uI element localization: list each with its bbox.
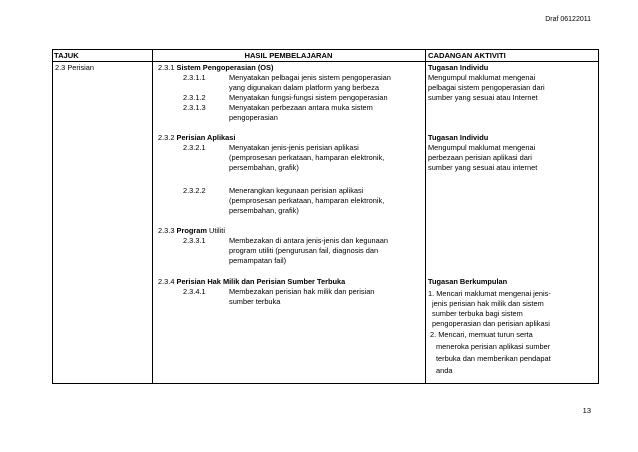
tajuk-cell: 2.3 Perisian <box>55 63 95 72</box>
activity-text: jenis perisian hak milik dan sistem <box>432 299 544 308</box>
header-divider <box>52 61 599 62</box>
item-text: sumber terbuka <box>229 297 281 306</box>
item-text: Membezakan di antara jenis-jenis dan kegunaan <box>229 236 388 245</box>
draft-label: Draf 06122011 <box>545 16 591 23</box>
section-title: Program <box>176 226 207 235</box>
section-2-3-3-heading <box>158 226 225 236</box>
activity-text: Mengumpul maklumat mengenai <box>428 73 536 82</box>
item-text: persembahan, grafik) <box>229 163 299 172</box>
item-number: 2.3.1.3 <box>183 103 206 112</box>
activity-title: Tugasan Berkumpulan <box>428 277 508 286</box>
section-title-rest: Utiliti <box>208 226 225 235</box>
section-2-3-4-heading <box>158 277 345 287</box>
item-text: (pemprosesan perkataan, hamparan elektronik, <box>229 153 385 162</box>
item-number: 2.3.4.1 <box>183 287 206 296</box>
item-text: (pemprosesan perkataan, hamparan elektronik, <box>229 196 385 205</box>
item-number: 2.3.1.2 <box>183 93 206 102</box>
section-title: Perisian Aplikasi <box>176 133 236 142</box>
item-text: persembahan, grafik) <box>229 206 299 215</box>
table-border-right <box>598 49 599 384</box>
table-border-bottom <box>52 383 599 384</box>
item-number: 2.3.3.1 <box>183 236 206 245</box>
item-number: 2.3.2.2 <box>183 186 206 195</box>
header-cadangan-aktiviti: CADANGAN AKTIVITI <box>428 51 506 60</box>
item-number: 2.3.1.1 <box>183 73 206 82</box>
activity-title: Tugasan Individu <box>428 133 489 142</box>
activity-text: sumber terbuka bagi sistem <box>432 309 523 318</box>
activity-text: terbuka dan memberikan pendapat <box>436 354 551 363</box>
activity-text: perbezaan perisian aplikasi dari <box>428 153 532 162</box>
activity-title: Tugasan Individu <box>428 63 489 72</box>
item-text: Menyatakan pelbagai jenis sistem pengoperasian <box>229 73 391 82</box>
item-text: Menyatakan perbezaan antara muka sistem <box>229 103 373 112</box>
item-text: Menyatakan jenis-jenis perisian aplikasi <box>229 143 359 152</box>
section-number: 2.3.3 <box>158 226 175 235</box>
table-border-left <box>52 49 53 384</box>
column-divider-1 <box>152 49 153 384</box>
item-number: 2.3.2.1 <box>183 143 206 152</box>
section-number: 2.3.1 <box>158 63 175 72</box>
section-2-3-2-heading <box>158 133 235 143</box>
table-border-top <box>52 49 599 50</box>
section-title: Sistem Pengoperasian (OS) <box>176 63 274 72</box>
column-divider-2 <box>425 49 426 384</box>
item-text: pengoperasian <box>229 113 278 122</box>
header-hasil-pembelajaran: HASIL PEMBELAJARAN <box>244 51 333 60</box>
activity-text: 2. Mencari, memuat turun serta <box>430 330 533 339</box>
section-number: 2.3.4 <box>158 277 175 286</box>
section-title: Perisian Hak Milik dan Perisian Sumber Terbuka <box>176 277 346 286</box>
activity-text: Mengumpul maklumat mengenai <box>428 143 536 152</box>
item-text: yang digunakan dalam platform yang berbeza <box>229 83 379 92</box>
item-text: program utiliti (pengurusan fail, diagnosis dan <box>229 246 379 255</box>
item-text: pemampatan fail) <box>229 256 287 265</box>
activity-text: pengoperasian dan perisian aplikasi <box>432 319 550 328</box>
activity-text: 1. Mencari maklumat mengenai jenis- <box>428 289 551 298</box>
curriculum-table <box>52 49 599 384</box>
activity-text: pelbagai sistem pengoperasian dari <box>428 83 545 92</box>
item-text: Menyatakan fungsi-fungsi sistem pengoperasian <box>229 93 388 102</box>
page-number: 13 <box>582 406 591 415</box>
header-tajuk: TAJUK <box>54 51 79 60</box>
activity-text: meneroka perisian aplikasi sumber <box>436 342 551 351</box>
item-text: Menerangkan kegunaan perisian aplikasi <box>229 186 364 195</box>
section-2-3-1-heading <box>158 63 273 73</box>
activity-text: anda <box>436 366 453 375</box>
section-number: 2.3.2 <box>158 133 175 142</box>
item-text: Membezakan perisian hak milik dan perisian <box>229 287 375 296</box>
activity-text: sumber yang sesuai atau Internet <box>428 93 538 102</box>
activity-text: sumber yang sesuai atau internet <box>428 163 538 172</box>
